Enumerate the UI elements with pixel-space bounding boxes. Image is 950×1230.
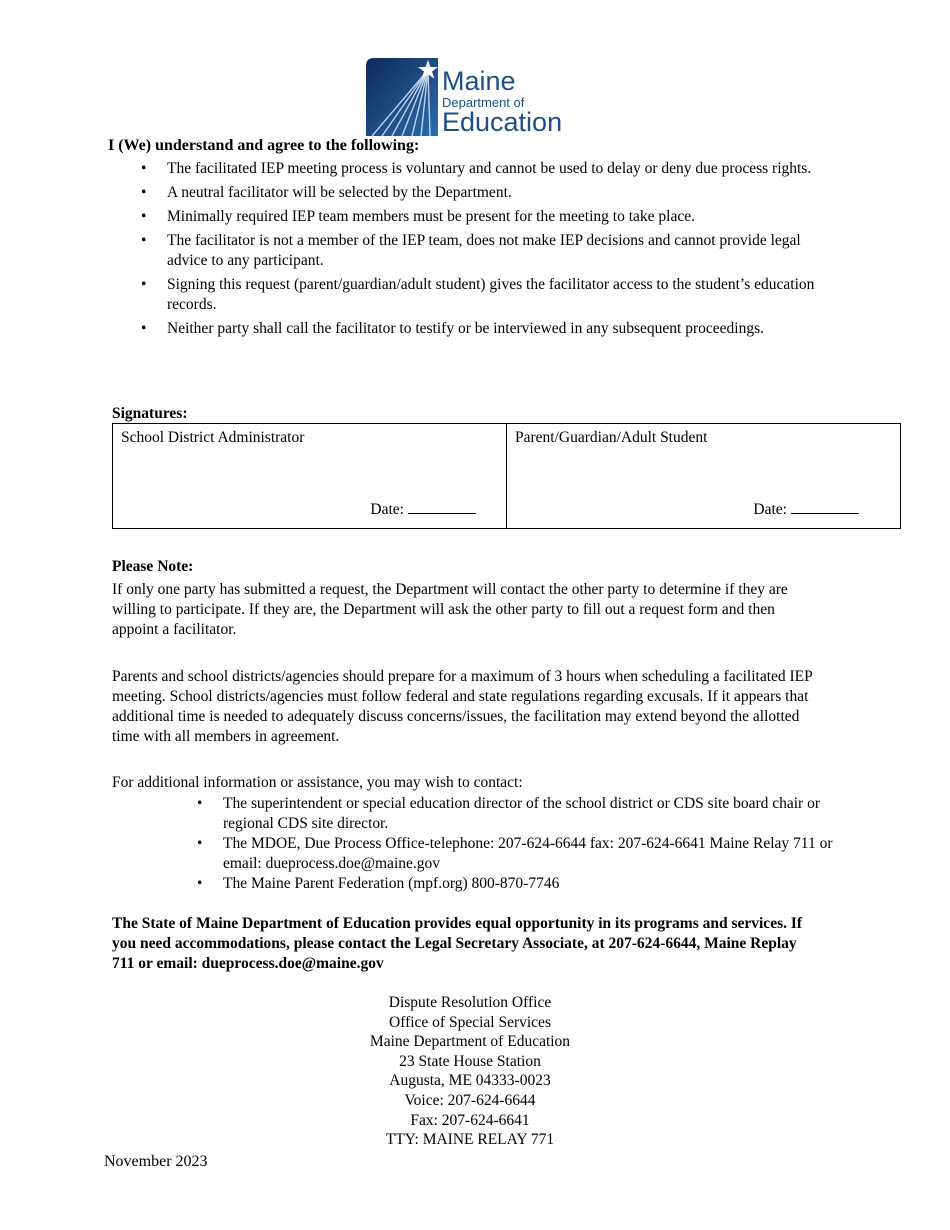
address-line: 23 State House Station <box>399 1052 541 1070</box>
maine-doe-logo <box>366 56 586 136</box>
logo-text-department: Department of <box>442 95 525 110</box>
admin-signature-field[interactable] <box>113 424 507 529</box>
agreement-list <box>167 159 817 343</box>
contact-list <box>223 794 843 894</box>
address-block <box>275 993 665 1150</box>
address-line: Voice: 207-624-6644 <box>404 1091 536 1109</box>
parent-signature-field[interactable] <box>507 424 901 529</box>
list-item: • The superintendent or special education director of the school district or CDS site board chair or regional CDS site director. <box>223 794 843 834</box>
note-paragraph-2: Parents and school districts/agencies should prepare for a maximum of 3 hours when scheduling a facilitated IEP meeting. School districts/agencies must follow federal and state regulations regarding excusals. If it appears that additional time is needed to adequately discuss concerns/issues, the facilitation may extend beyond the allotted time with all members in agreement. <box>112 668 813 745</box>
parent-signature-label: Parent/Guardian/Adult Student <box>515 429 708 446</box>
footer-date: November 2023 <box>104 1153 208 1170</box>
list-item: • Signing this request (parent/guardian/adult student) gives the facilitator access to the student’s education records. <box>167 275 817 315</box>
note-paragraph-1: If only one party has submitted a request, the Department will contact the other party to determine if they are willing to participate. If they are, the Department will ask the other party to fill out a request form and then appoint a facilitator. <box>112 581 788 638</box>
admin-date-field[interactable] <box>408 499 476 514</box>
list-item: • Minimally required IEP team members must be present for the meeting to take place. <box>167 207 817 227</box>
logo-text-education: Education <box>442 107 563 137</box>
list-item: • The Maine Parent Federation (mpf.org) 800-870-7746 <box>223 874 843 894</box>
list-item: • Neither party shall call the facilitator to testify or be interviewed in any subsequent proceedings. <box>167 319 817 339</box>
parent-date-field[interactable] <box>791 499 859 514</box>
agreement-heading: I (We) understand and agree to the following: <box>108 137 420 154</box>
contact-intro: For additional information or assistance, you may wish to contact: <box>112 774 523 791</box>
please-note-heading: Please Note: <box>112 558 194 575</box>
address-line: Dispute Resolution Office <box>388 994 552 1011</box>
signatures-heading: Signatures: <box>112 405 188 422</box>
address-line: Maine Department of Education <box>369 1033 571 1051</box>
admin-date-label: Date: <box>370 501 404 518</box>
list-item: • A neutral facilitator will be selected by the Department. <box>167 183 817 203</box>
equal-opportunity-statement: The State of Maine Department of Education provides equal opportunity in its programs and services. If you need accommodations, please contact the Legal Secretary Associate, at 207-624-6644, Maine Replay 711 or email: dueprocess.doe@maine.gov <box>112 915 803 972</box>
logo-emblem-icon <box>366 58 442 136</box>
parent-date <box>753 499 859 519</box>
list-item: • The facilitator is not a member of the IEP team, does not make IEP decisions and cannot provide legal advice to any participant. <box>167 231 817 271</box>
list-item: • The facilitated IEP meeting process is voluntary and cannot be used to delay or deny due process rights. <box>167 159 817 179</box>
address-line: Fax: 207-624-6641 <box>410 1111 530 1129</box>
address-line: TTY: MAINE RELAY 771 <box>385 1131 555 1149</box>
address-line: Office of Special Services <box>389 1013 551 1031</box>
signature-table <box>112 423 901 529</box>
parent-date-label: Date: <box>753 501 787 518</box>
admin-signature-label: School District Administrator <box>121 429 305 446</box>
list-item: • The MDOE, Due Process Office-telephone: 207-624-6644 fax: 207-624-6641 Maine Relay 711 or email: dueprocess.doe@maine.gov <box>223 834 843 874</box>
admin-date <box>370 499 476 519</box>
address-line: Augusta, ME 04333-0023 <box>389 1072 551 1090</box>
logo-text-maine: Maine <box>442 66 516 96</box>
